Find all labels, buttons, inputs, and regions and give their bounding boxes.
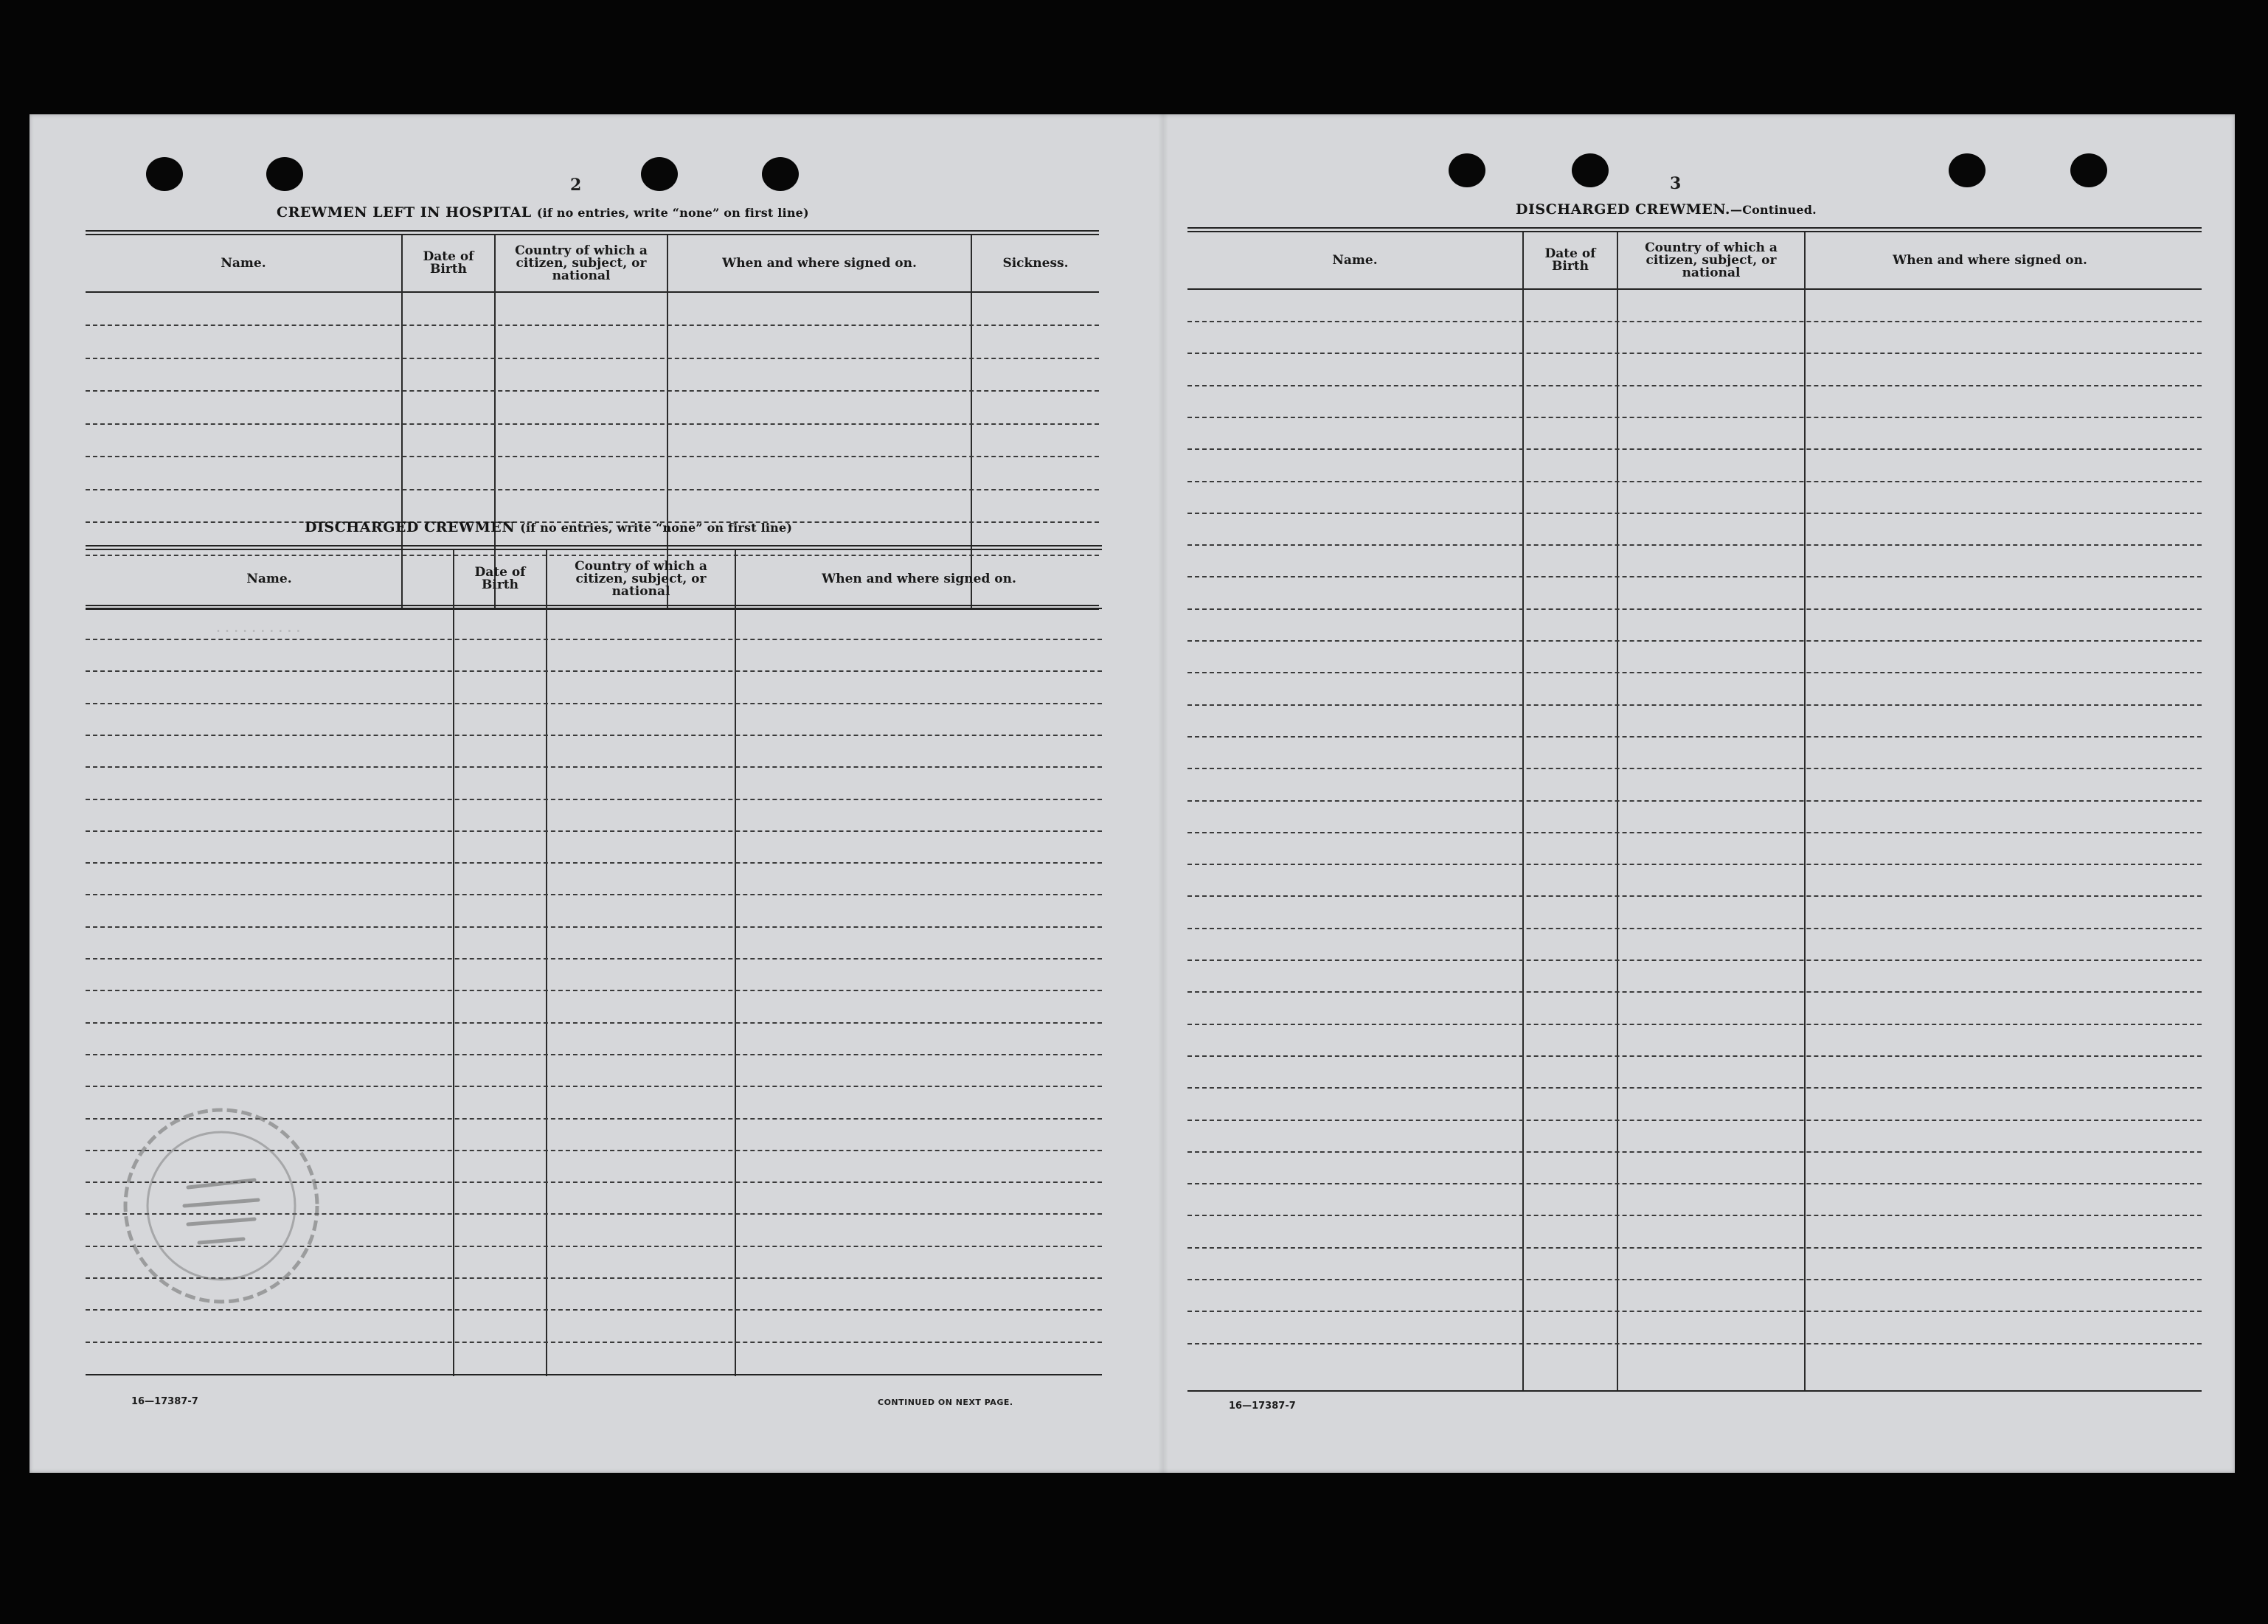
col-sickness: Sickness.: [1002, 256, 1069, 271]
table-row: [1187, 1151, 2202, 1153]
table-row: [1187, 704, 2202, 706]
page-fold: [1158, 114, 1168, 1473]
punch-hole: [146, 157, 183, 191]
table-row: [86, 766, 1102, 768]
table-row: [86, 423, 1099, 425]
punch-hole: [762, 157, 799, 191]
table-row: [1187, 417, 2202, 418]
table-row: [86, 390, 1099, 392]
right-page-number: 3: [1670, 174, 1682, 193]
punch-hole: [1572, 153, 1609, 187]
table-row: [1187, 1055, 2202, 1057]
table-row: [86, 1054, 1102, 1055]
punch-hole: [641, 157, 678, 191]
col-date-of-birth: Date of Birth: [1544, 246, 1596, 274]
table-row: [86, 958, 1102, 960]
table-row: [1187, 1279, 2202, 1280]
table-row: [86, 1309, 1102, 1311]
table-row: [1187, 448, 2202, 450]
table-row: [86, 325, 1099, 326]
table-row: [86, 489, 1099, 490]
col-name: Name.: [1332, 253, 1378, 268]
continued-note: CONTINUED ON NEXT PAGE.: [878, 1398, 1013, 1407]
table-row: [1187, 768, 2202, 769]
table-row: [1187, 385, 2202, 386]
col-date-of-birth: Date of Birth: [474, 565, 526, 592]
table-row: [86, 639, 1102, 640]
table-row: [86, 703, 1102, 704]
table-row: [1187, 608, 2202, 610]
table-row: [1187, 1311, 2202, 1312]
table-row: [1187, 1087, 2202, 1089]
punch-hole: [1949, 153, 1986, 187]
table-row: [1187, 1247, 2202, 1249]
table-row: [1187, 481, 2202, 482]
col-when-where: When and where signed on.: [1893, 253, 2087, 268]
table-row: [1187, 672, 2202, 673]
table-row: [1187, 1343, 2202, 1344]
table-row: [1187, 640, 2202, 642]
punch-hole: [1449, 153, 1485, 187]
table-row: [1187, 544, 2202, 546]
table-row: [86, 894, 1102, 895]
table-row: [1187, 1183, 2202, 1184]
punch-hole: [2070, 153, 2107, 187]
hospital-section-title: CREWMEN LEFT IN HOSPITAL (if no entries, write “none” on first line): [277, 204, 809, 221]
right-form-code: 16—17387-7: [1229, 1401, 1296, 1412]
left-page-number: 2: [570, 176, 582, 195]
hospital-table-header: [86, 235, 1099, 293]
col-when-where: When and where signed on.: [722, 256, 917, 271]
table-row: [1187, 353, 2202, 354]
table-row: [86, 990, 1102, 991]
table-row: [1187, 736, 2202, 738]
table-row: [86, 926, 1102, 928]
document-sheet: [30, 114, 2235, 1473]
faint-offset-text: ..........: [214, 618, 303, 636]
col-date-of-birth: Date of Birth: [423, 249, 474, 277]
discharged-table-header: [86, 550, 1102, 609]
table-row: [86, 862, 1102, 864]
table-row: [1187, 513, 2202, 514]
table-row: [1187, 576, 2202, 577]
table-row: [86, 830, 1102, 832]
table-row: [1187, 800, 2202, 802]
table-row: [86, 358, 1099, 359]
col-name: Name.: [246, 572, 292, 586]
discharged-section-title: DISCHARGED CREWMEN (if no entries, write “none” on first line): [305, 519, 793, 535]
table-row: [1187, 864, 2202, 865]
table-row: [86, 799, 1102, 800]
table-row: [1187, 960, 2202, 961]
table-row: [1187, 991, 2202, 993]
table-row: [1187, 1215, 2202, 1216]
col-country: Country of which a citizen, subject, or national: [515, 243, 648, 283]
col-name: Name.: [221, 256, 266, 271]
table-row: [86, 1086, 1102, 1087]
table-row: [86, 456, 1099, 457]
left-form-code: 16—17387-7: [131, 1396, 198, 1407]
table-row: [86, 1342, 1102, 1343]
table-row: [1187, 1120, 2202, 1121]
discharged-continued-header: [1187, 232, 2202, 290]
discharged-continued-title: DISCHARGED CREWMEN.—Continued.: [1516, 201, 1817, 218]
table-row: [86, 735, 1102, 736]
table-row: [1187, 321, 2202, 322]
col-when-where: When and where signed on.: [822, 572, 1016, 586]
punch-hole: [266, 157, 303, 191]
table-row: [1187, 928, 2202, 929]
table-row: [86, 1022, 1102, 1024]
table-row: [1187, 1024, 2202, 1025]
col-country: Country of which a citizen, subject, or national: [1645, 240, 1778, 280]
table-row: [1187, 832, 2202, 833]
table-row: [86, 670, 1102, 672]
col-country: Country of which a citizen, subject, or national: [575, 558, 707, 599]
discharged-continued-table: [1187, 227, 2202, 1390]
circular-stamp: [118, 1103, 325, 1309]
table-row: [1187, 895, 2202, 897]
